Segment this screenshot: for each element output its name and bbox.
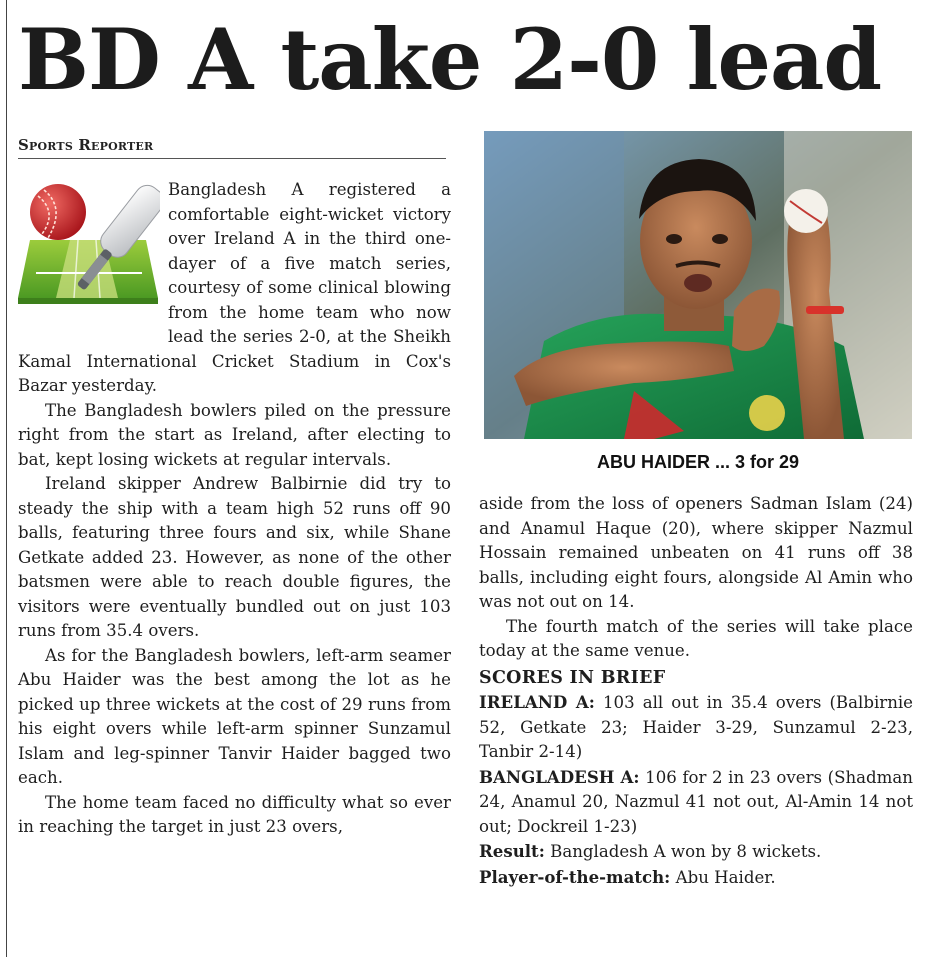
photo-caption: ABU HAIDER ... 3 for 29 (596, 452, 800, 472)
article-paragraph-continued: The home team faced no difficulty what so ever in reaching the target in just 23 overs, (18, 792, 451, 836)
headline: BD A take 2-0 lead (18, 10, 882, 109)
article-paragraph: The Bangladesh bowlers piled on the pressure right from the start as Ireland, after electing to bat, kept losing wickets at regular intervals. (18, 400, 451, 469)
potm-label: Player-of-the-match: (479, 866, 671, 887)
article-paragraph: The fourth match of the series will take place today at the same venue. (479, 616, 913, 660)
match-result (479, 839, 913, 865)
score-text: 106 for 2 in 23 overs (Shadman 24, Anamul 20, Nazmul 41 not out, Al-Amin 14 not out; Dockreil 1-23) (479, 767, 913, 836)
left-column (18, 178, 451, 840)
score-label: BANGLADESH A: (479, 766, 640, 787)
player-of-the-match (479, 865, 913, 891)
score-bangladesh (479, 765, 913, 840)
bowler-photo (484, 131, 912, 439)
score-ireland (479, 690, 913, 765)
byline: Sports Reporter (18, 136, 446, 159)
right-column (479, 492, 913, 890)
article-paragraph: Bangladesh A registered a comfortable eight-wicket victory over Ireland A in the third one-dayer of a five match series, courtesy of some clinical blowing from the home team who now lead the series 2-0, at the Sheikh Kamal International Cricket Stadium in Cox's Bazar yesterday. (18, 180, 451, 395)
column-rule (6, 0, 7, 957)
result-label: Result: (479, 841, 545, 861)
score-label: IRELAND A: (479, 692, 595, 712)
article-paragraph-continued: aside from the loss of openers Sadman Islam (24) and Anamul Haque (20), where skipper Nazmul Hossain remained unbeaten on 41 runs off 38 balls, including eight fours, alongside Al Amin who was not out on 14. (479, 494, 913, 611)
article-paragraph: As for the Bangladesh bowlers, left-arm seamer Abu Haider was the best among the lot as he picked up three wickets at the cost of 29 runs from his eight overs while left-arm spinner Sunzamul Islam and leg-spinner Tanvir Haider bagged two each. (18, 645, 451, 787)
result-text: Bangladesh A won by 8 wickets. (550, 842, 822, 861)
score-text: 103 all out in 35.4 overs (Balbirnie 52, Getkate 23; Haider 3-29, Sunzamul 2-23, Tanbir 2-14) (479, 693, 914, 761)
article-paragraph: Ireland skipper Andrew Balbirnie did try to steady the ship with a team high 52 runs off 90 balls, featuring three fours and six, while Shane Getkate added 23. However, as none of the other batsmen were able to reach double figures, the visitors were eventually bundled out on just 103 runs from 35.4 overs. (18, 474, 451, 640)
potm-text: Abu Haider. (675, 867, 776, 887)
scores-heading: SCORES IN BRIEF (479, 667, 666, 688)
cricket-ball-bat-pitch-icon (18, 178, 168, 348)
